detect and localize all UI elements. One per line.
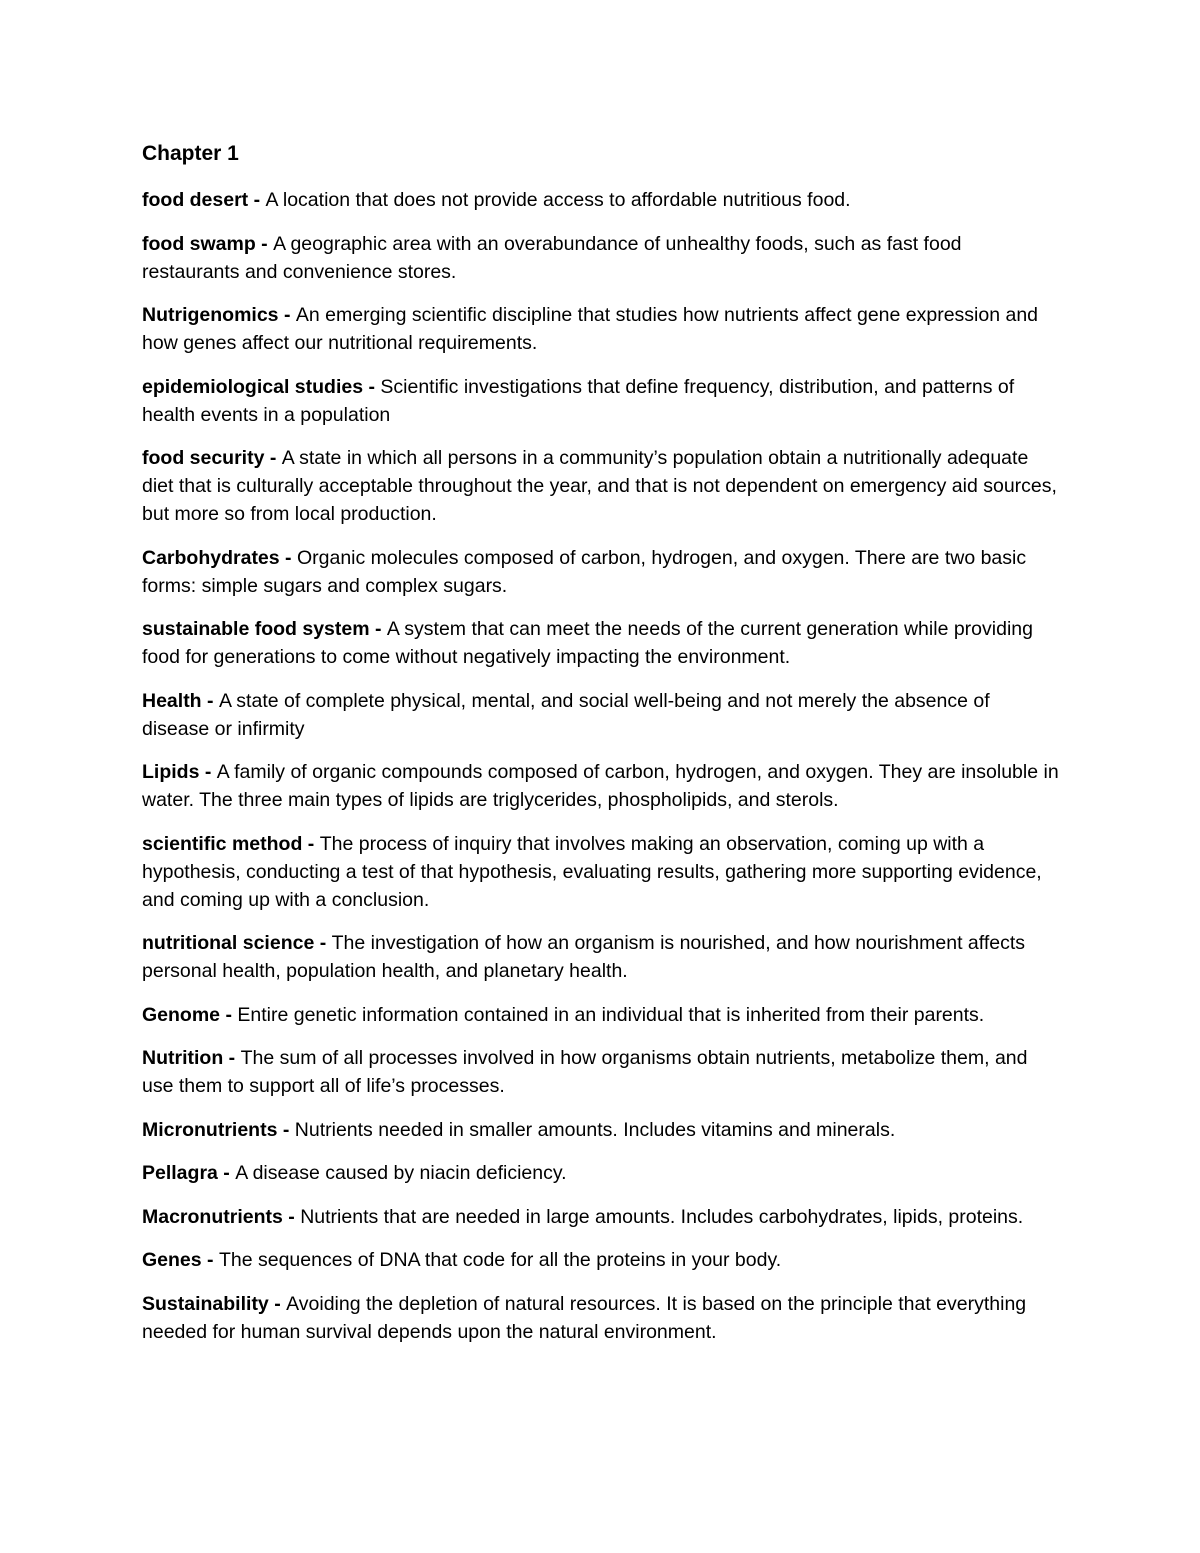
glossary-term: Genome xyxy=(142,1003,221,1026)
glossary-term: epidemiological studies xyxy=(142,375,364,398)
glossary-entry xyxy=(142,373,1062,429)
glossary-definition: Entire genetic information contained in an individual that is inherited from their parents. xyxy=(237,1003,985,1026)
glossary-term: Nutrigenomics xyxy=(142,304,279,326)
glossary-definition: The sequences of DNA that code for all the proteins in your body. xyxy=(218,1249,782,1271)
glossary-term: Nutrition xyxy=(142,1047,224,1069)
glossary-entry xyxy=(142,1159,1062,1187)
term-separator: - xyxy=(369,618,387,640)
glossary-definition: Organic molecules composed of carbon, hydrogen, and oxygen. There are two basic forms: simple sugars and complex sugars. xyxy=(142,546,1027,597)
glossary-entry xyxy=(142,230,1062,286)
glossary-term: Sustainability xyxy=(142,1292,269,1315)
term-separator: - xyxy=(220,1003,238,1026)
glossary-entry xyxy=(142,615,1062,671)
glossary-entry xyxy=(142,444,1062,528)
glossary-definition: Nutrients that are needed in large amounts. Includes carbohydrates, lipids, proteins. xyxy=(300,1205,1024,1228)
glossary-term: Health xyxy=(142,689,202,712)
glossary-entry xyxy=(142,1290,1062,1346)
glossary-entry xyxy=(142,1116,1062,1144)
glossary-entry xyxy=(142,1203,1062,1231)
term-separator: - xyxy=(255,232,274,255)
glossary-entry xyxy=(142,929,1062,985)
term-separator: - xyxy=(199,761,217,783)
glossary-entry xyxy=(142,830,1062,914)
glossary-definition: The sum of all processes involved in how organisms obtain nutrients, metabolize them, and use them to support all of life’s processes. xyxy=(142,1047,1028,1097)
glossary-entry xyxy=(142,1246,1062,1274)
chapter-title: Chapter 1 xyxy=(142,142,239,165)
glossary-term: Carbohydrates xyxy=(142,546,280,569)
term-separator: - xyxy=(302,832,320,855)
term-separator: - xyxy=(277,1118,295,1141)
glossary-term: scientific method xyxy=(142,832,303,855)
glossary-definition: A state in which all persons in a community’s population obtain a nutritionally adequate diet that is culturally acceptable throughout the year, and that is not dependent on emergency aid sources, but more so from local production. xyxy=(142,447,1057,525)
term-separator: - xyxy=(279,546,297,569)
glossary-entry xyxy=(142,687,1062,743)
glossary-entry xyxy=(142,301,1062,357)
glossary-definition: A system that can meet the needs of the current generation while providing food for generations to come without negatively impacting the environment. xyxy=(142,618,1033,668)
glossary-term: food desert xyxy=(142,189,249,211)
glossary-list xyxy=(142,186,1062,1346)
glossary-definition: A location that does not provide access to affordable nutritious food. xyxy=(265,189,851,211)
term-separator: - xyxy=(314,932,332,954)
glossary-term: Micronutrients xyxy=(142,1118,278,1141)
glossary-definition: The process of inquiry that involves making an observation, coming up with a hypothesis, conducting a test of that hypothesis, evaluating results, gathering more supporting evidence, and coming up with a conclusion. xyxy=(142,832,1042,911)
glossary-entry xyxy=(142,1044,1062,1100)
glossary-definition: A geographic area with an overabundance of unhealthy foods, such as fast food restaurants and convenience stores. xyxy=(142,232,962,283)
glossary-definition: A disease caused by niacin deficiency. xyxy=(235,1162,567,1184)
glossary-term: Lipids xyxy=(142,761,200,783)
glossary-term: food security xyxy=(142,447,265,469)
glossary-term: Macronutrients xyxy=(142,1205,283,1228)
glossary-term: food swamp xyxy=(142,232,256,255)
term-separator: - xyxy=(282,1205,301,1228)
glossary-definition: Nutrients needed in smaller amounts. Includes vitamins and minerals. xyxy=(294,1118,896,1141)
term-separator: - xyxy=(264,447,282,469)
glossary-term: nutritional science xyxy=(142,932,315,954)
glossary-definition: A family of organic compounds composed of carbon, hydrogen, and oxygen. They are insoluble in water. The three main types of lipids are triglycerides, phospholipids, and sterols. xyxy=(142,761,1059,811)
glossary-term: Genes xyxy=(142,1249,202,1271)
glossary-definition: The investigation of how an organism is nourished, and how nourishment affects personal health, population health, and planetary health. xyxy=(142,932,1026,982)
term-separator: - xyxy=(363,375,381,398)
term-separator: - xyxy=(278,304,296,326)
glossary-entry xyxy=(142,1001,1062,1029)
glossary-definition: A state of complete physical, mental, and social well-being and not merely the absence of disease or infirmity xyxy=(142,689,990,740)
glossary-definition: An emerging scientific discipline that studies how nutrients affect gene expression and how genes affect our nutritional requirements. xyxy=(142,304,1039,354)
glossary-entry xyxy=(142,758,1062,814)
glossary-entry xyxy=(142,186,1062,214)
term-separator: - xyxy=(268,1292,287,1315)
glossary-definition: Avoiding the depletion of natural resources. It is based on the principle that everything needed for human survival depends upon the natural environment. xyxy=(142,1292,1027,1343)
glossary-definition: Scientific investigations that define frequency, distribution, and patterns of health events in a population xyxy=(142,375,1015,426)
glossary-term: sustainable food system xyxy=(142,618,370,640)
term-separator: - xyxy=(217,1162,236,1184)
glossary-term: Pellagra xyxy=(142,1162,218,1184)
term-separator: - xyxy=(248,189,266,211)
document-page xyxy=(142,140,1062,1361)
term-separator: - xyxy=(223,1047,241,1069)
glossary-entry xyxy=(142,544,1062,600)
term-separator: - xyxy=(201,1249,219,1271)
term-separator: - xyxy=(201,689,219,712)
